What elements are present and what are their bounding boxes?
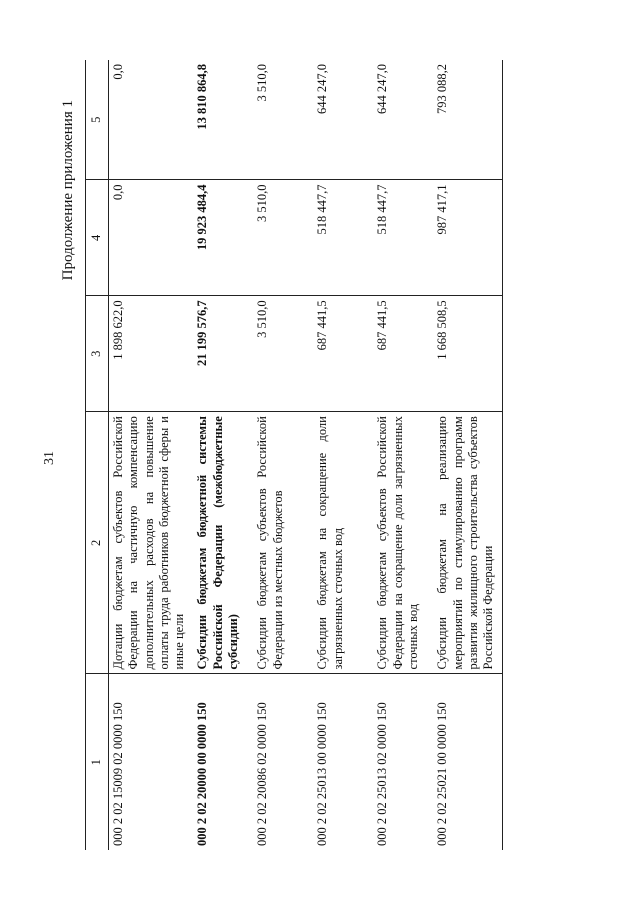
row-value-col4: 3 510,0 <box>253 180 313 296</box>
row-value-col5: 644 247,0 <box>313 60 373 180</box>
row-value-col3: 687 441,5 <box>373 296 433 412</box>
table-row <box>373 60 433 850</box>
table-row <box>433 60 503 850</box>
row-value-col3: 3 510,0 <box>253 296 313 412</box>
row-name: Субсидии бюджетам субъектов Российской Федерации из местных бюджетов <box>253 412 313 674</box>
row-value-col3: 687 441,5 <box>313 296 373 412</box>
row-value-col3: 1 668 508,5 <box>433 296 503 412</box>
column-header-4: 4 <box>86 180 109 296</box>
row-name: Субсидии бюджетам бюджетной системы Российской Федерации (межбюджетные субсидии) <box>193 412 253 674</box>
row-code: 000 2 02 20086 02 0000 150 <box>255 702 270 846</box>
row-name: Субсидии бюджетам субъектов Российской Федерации на сокращение доли загрязненных сточных вод <box>373 412 433 674</box>
row-value-col4: 518 447,7 <box>313 180 373 296</box>
row-code: 000 2 02 25013 00 0000 150 <box>315 702 330 846</box>
row-code: 000 2 02 15009 02 0000 150 <box>111 702 125 846</box>
continuation-label: Продолжение приложения 1 <box>60 100 76 281</box>
row-name: Субсидии бюджетам на сокращение доли загрязненных сточных вод <box>313 412 373 674</box>
page-number: 31 <box>42 451 57 465</box>
row-value-col4: 0,0 <box>109 180 194 296</box>
row-value-col4: 19 923 484,4 <box>193 180 253 296</box>
row-value-col4: 518 447,7 <box>373 180 433 296</box>
row-value-col5: 3 510,0 <box>253 60 313 180</box>
row-value-col5: 644 247,0 <box>373 60 433 180</box>
row-name: Дотации бюджетам субъектов Российской Федерации на частичную компенсацию дополнительных расходов на повышение оплаты труда работников бюджетной сферы и иные цели <box>109 412 194 674</box>
column-header-5: 5 <box>86 60 109 180</box>
row-code: 000 2 02 20000 00 0000 150 <box>195 702 210 846</box>
table-row <box>109 60 194 850</box>
row-code: 000 2 02 25021 00 0000 150 <box>433 674 503 850</box>
column-header-2: 2 <box>86 412 109 674</box>
column-header-3: 3 <box>86 296 109 412</box>
row-value-col5: 0,0 <box>109 60 194 180</box>
row-name: Субсидии бюджетам на реализацию мероприятий по стимулированию программ развития жилищного строительства субъектов Российской Федерации <box>433 412 503 674</box>
table-header-row <box>86 60 109 850</box>
row-code: 000 2 02 25013 02 0000 150 <box>375 702 390 846</box>
table-row <box>193 60 253 850</box>
row-value-col3: 1 898 622,0 <box>109 296 194 412</box>
table-row <box>313 60 373 850</box>
row-value-col5: 793 088,2 <box>433 60 503 180</box>
row-value-col5: 13 810 864,8 <box>193 60 253 180</box>
column-header-1: 1 <box>86 674 109 850</box>
budget-table <box>85 60 503 850</box>
row-value-col3: 21 199 576,7 <box>193 296 253 412</box>
table-row <box>253 60 313 850</box>
row-value-col4: 987 417,1 <box>433 180 503 296</box>
